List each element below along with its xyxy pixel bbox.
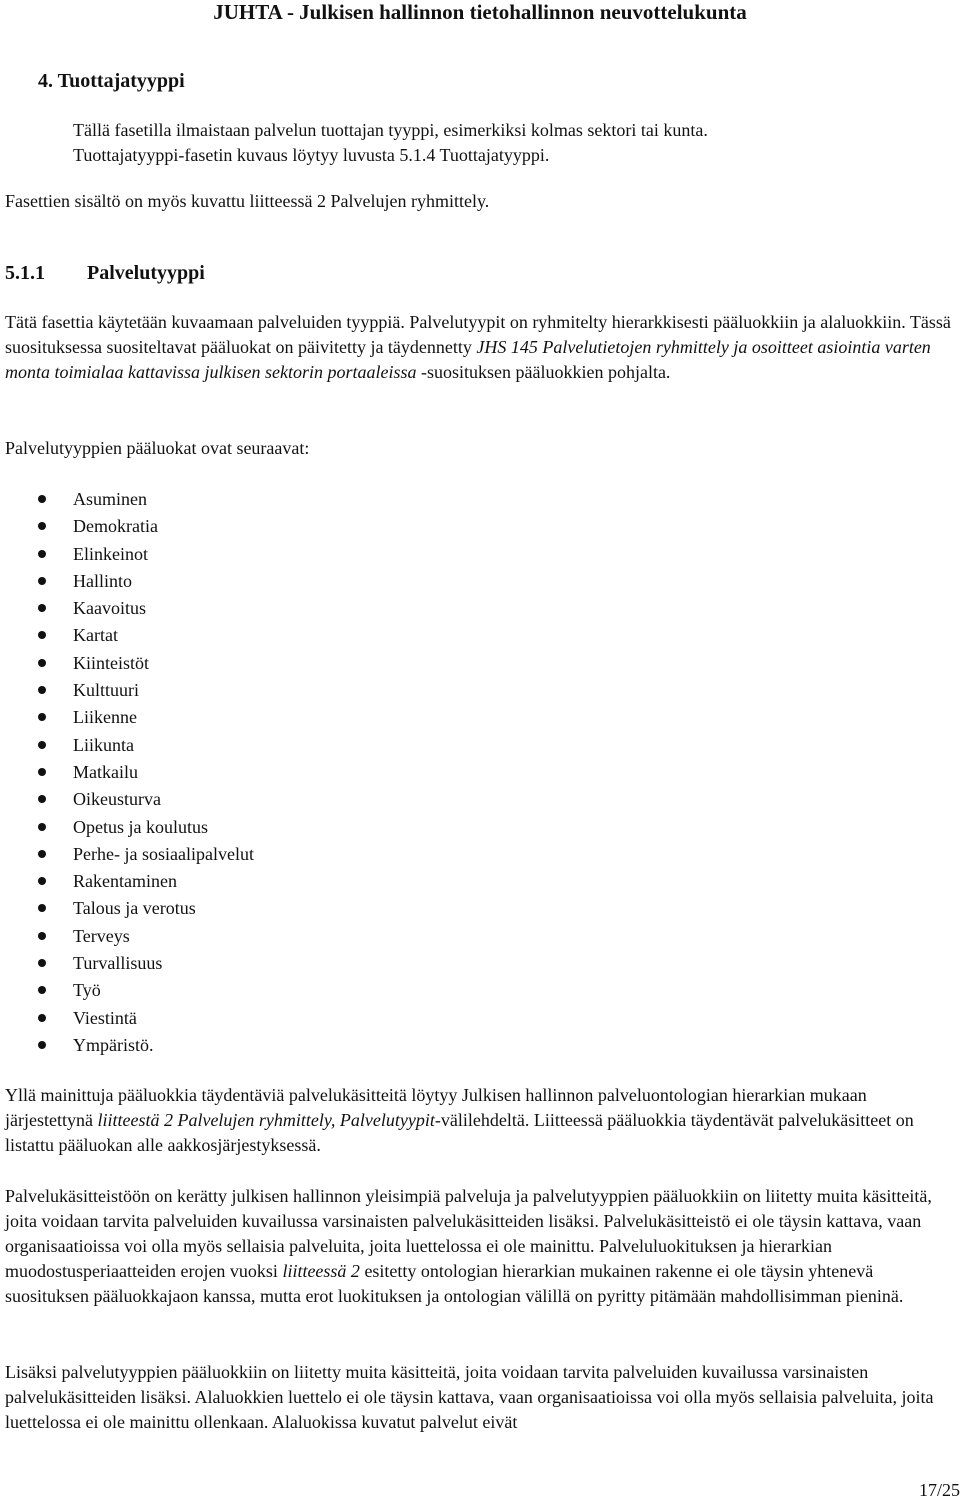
list-item: Matkailu [0, 759, 254, 786]
paragraph-text: Yllä mainittuja pääluokkia täydentäviä palvelukäsitteitä löytyy Julkisen hallinnon palveluontologian hierarkian mukaan järjestettynä [5, 1085, 867, 1130]
page-number: 17/25 [918, 1480, 960, 1500]
paragraph-palvelutyyppi [5, 310, 955, 385]
paragraph-italic-reference: liitteestä 2 Palvelujen ryhmittely, Palvelutyypit [97, 1110, 435, 1130]
list-item: Ympäristö. [0, 1032, 254, 1059]
list-item: Opetus ja koulutus [0, 814, 254, 841]
list-item: Elinkeinot [0, 541, 254, 568]
section-number: 5.1.1 [5, 262, 45, 284]
list-item: Kulttuuri [0, 677, 254, 704]
list-item: Oikeusturva [0, 786, 254, 813]
list-intro: Palvelutyyppien pääluokat ovat seuraavat: [5, 438, 310, 458]
list-item: Terveys [0, 923, 254, 950]
list-item: Perhe- ja sosiaalipalvelut [0, 841, 254, 868]
list-item: Asuminen [0, 486, 254, 513]
link-palvelujen-ryhmittely[interactable]: liitteessä 2 Palvelujen ryhmittely [249, 191, 485, 211]
category-list [0, 486, 254, 1059]
list-item: Kartat [0, 622, 254, 649]
intro-line-2 [73, 143, 708, 168]
paragraph-italic-reference: liitteessä 2 [282, 1261, 360, 1281]
paragraph-additional-concepts: Lisäksi palvelutyyppien pääluokkiin on liitetty muita käsitteitä, joita voidaan tarvita palveluiden kuvailussa varsinaisten palvelukäsitteiden lisäksi. Alaluokkien luettelo ei ole täysin kattava, vaan organisaatioissa voi olla myös sellaisia palveluita, joita luettelossa ei ole mainittu ollenkaan. Alaluokissa kuvatut palvelut eivät [5, 1362, 934, 1432]
section-intro [73, 118, 708, 168]
paragraph-text: Tätä fasettia käytetään kuvaamaan palveluiden tyyppiä. Palvelutyypit on ryhmitelty hierarkkisesti pääluokkiin ja alaluokkiin. Tässä suosituksessa suositeltavat pääluokat on päivitetty ja täydennetty [5, 312, 951, 357]
section-heading-palvelutyyppi [5, 260, 205, 286]
paragraph-concept-collection [5, 1184, 955, 1309]
paragraph-text-end: -suosituksen pääluokkien pohjalta. [416, 362, 671, 382]
facets-note-text: Fasettien sisältö on myös kuvattu [5, 191, 250, 211]
paragraph-text-end: esitetty ontologian hierarkian mukainen rakenne ei ole täysin yhtenevä suosituksen pääluokkajaon kanssa, mutta erot luokituksen ja ontologian välillä on pyritty pitämään mahdollisimman pieninä. [5, 1261, 904, 1306]
document-header: JUHTA - Julkisen hallinnon tietohallinnon neuvottelukunta [213, 0, 747, 24]
intro-line-2-text: Tuottajatyyppi-fasetin kuvaus löytyy luvusta [73, 145, 400, 165]
list-item: Demokratia [0, 513, 254, 540]
intro-line-2-suffix: . [544, 145, 550, 165]
section-title: Palvelutyyppi [87, 262, 205, 284]
list-item: Työ [0, 977, 254, 1004]
paragraph-italic-reference: JHS 145 Palvelutietojen ryhmittely ja osoitteet asiointia varten monta toimialaa kattavissa julkisen sektorin portaaleissa [5, 337, 931, 382]
list-item: Viestintä [0, 1005, 254, 1032]
paragraph-supplementary-concepts [5, 1083, 955, 1158]
facets-note-suffix: . [484, 191, 490, 211]
list-item: Talous ja verotus [0, 895, 254, 922]
paragraph-text: Palvelukäsitteistöön on kerätty julkisen hallinnon yleisimpiä palveluja ja palvelutyyppien pääluokkiin on liitetty muita käsitteitä, joita voidaan tarvita palveluiden kuvailussa varsinaisten palvelukäsitteiden lisäksi. Palvelukäsitteistö ei ole täysin kattava, vaan organisaatioissa voi olla myös sellaisia palveluita, joita luettelossa ei ole mainittu. Palveluluokituksen ja hierarkian muodostusperiaatteiden erojen vuoksi [5, 1186, 932, 1281]
facets-note [5, 189, 955, 214]
list-item: Liikenne [0, 704, 254, 731]
paragraph-text-end: -välilehdeltä. Liitteessä pääluokkia täydentävät palvelukäsitteet on listattu pääluokan alle aakkosjärjestyksessä. [5, 1110, 914, 1155]
intro-line-1: Tällä fasetilla ilmaistaan palvelun tuottajan tyyppi, esimerkiksi kolmas sektori tai kunta. [73, 120, 708, 140]
list-item: Kiinteistöt [0, 650, 254, 677]
link-tuottajatyyppi[interactable]: 5.1.4 Tuottajatyyppi [399, 145, 545, 165]
list-item: Rakentaminen [0, 868, 254, 895]
section-heading-tuottajatyyppi: 4. Tuottajatyyppi [38, 70, 185, 92]
list-item: Liikunta [0, 732, 254, 759]
list-item: Kaavoitus [0, 595, 254, 622]
list-item: Hallinto [0, 568, 254, 595]
list-item: Turvallisuus [0, 950, 254, 977]
